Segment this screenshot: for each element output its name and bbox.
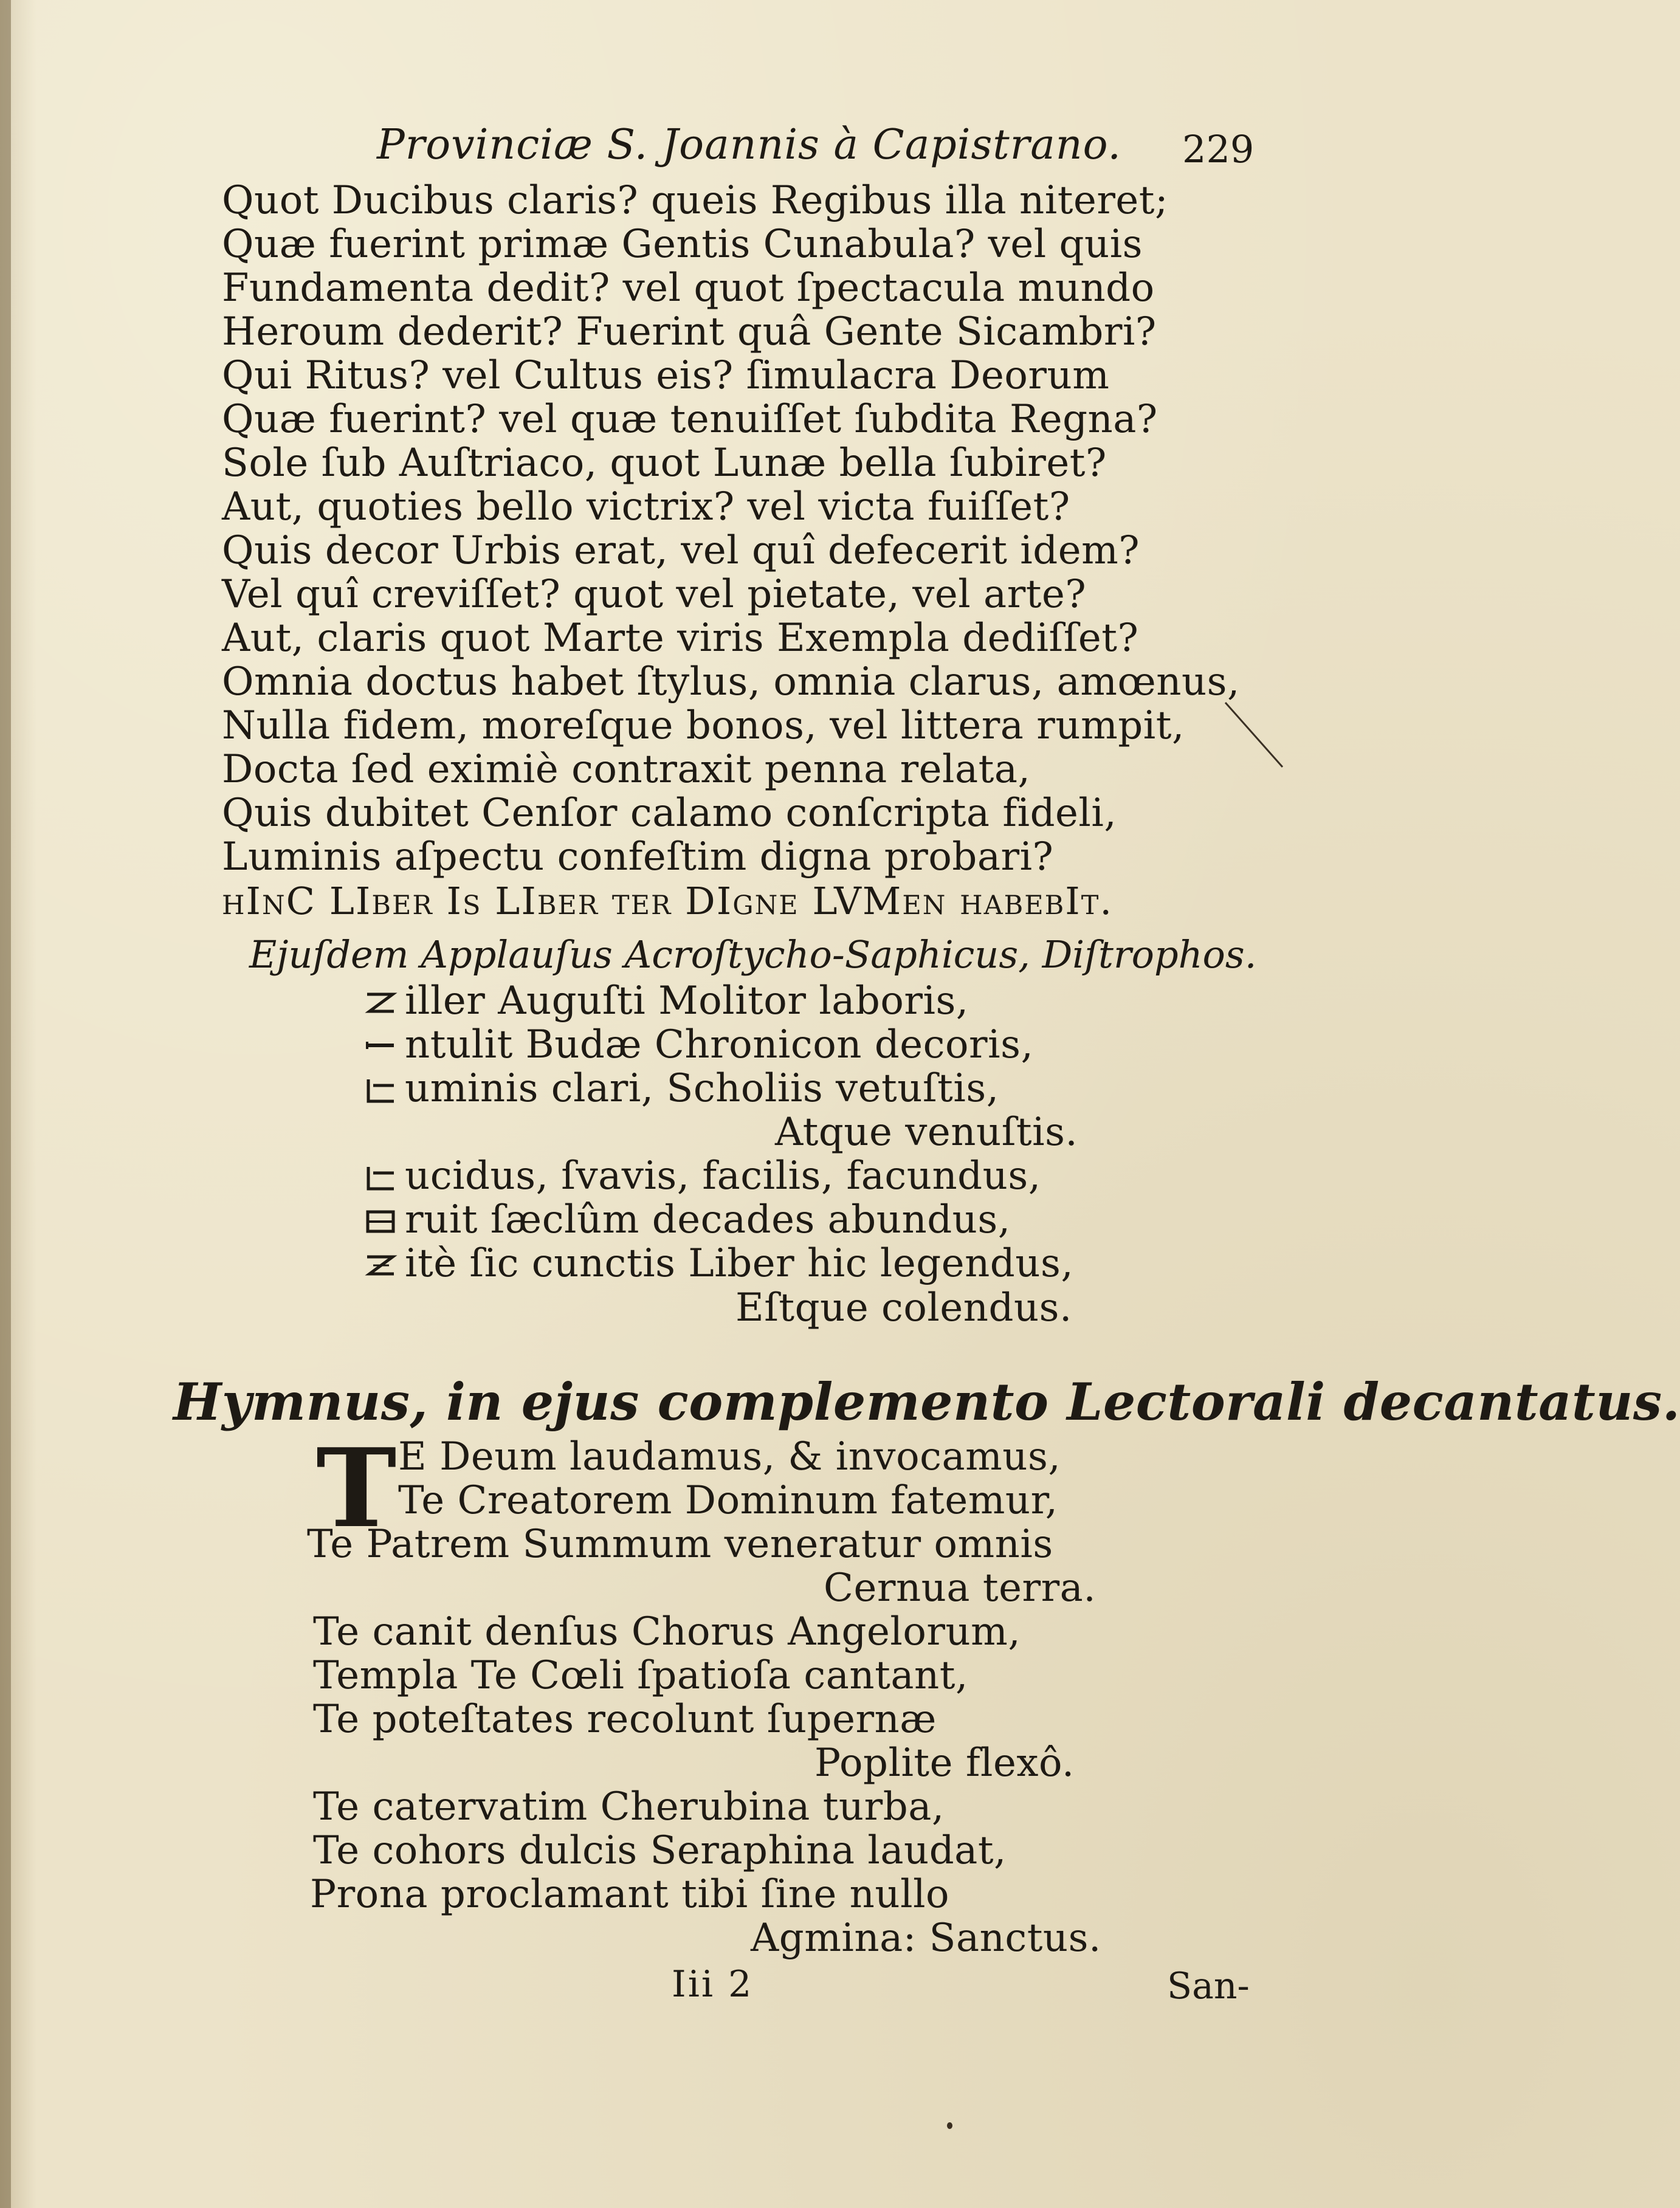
acrostic-text: uminis clari, Scholiis vetuſtis, bbox=[405, 1066, 999, 1111]
hymn-title: Hymnus, in ejus complemento Lectorali decantatus. bbox=[173, 1372, 1680, 1432]
verse-line: Luminis aſpectu confeſtim digna probari? bbox=[222, 834, 1054, 879]
acrostic-text: ruit ſæclûm decades abundus, bbox=[405, 1197, 1011, 1242]
hymn-line: Poplite flexô. bbox=[814, 1741, 1075, 1786]
acrostic-line bbox=[365, 1197, 1011, 1242]
verse-line: Quis decor Urbis erat, vel quî defecerit idem? bbox=[222, 528, 1140, 573]
catchword: San- bbox=[1167, 1965, 1250, 2007]
verse-line: Fundamenta dedit? vel quot ſpectacula mundo bbox=[222, 266, 1155, 311]
z-glyph-icon bbox=[365, 1247, 396, 1273]
verse-line: Quot Ducibus claris? queis Regibus illa niteret; bbox=[222, 178, 1169, 223]
acrostic-text: itè ſic cunctis Liber hic legendus, bbox=[405, 1241, 1074, 1286]
dropcap-letter: T bbox=[316, 1425, 397, 1552]
acrostic-text: ntulit Budæ Chronicon decoris, bbox=[405, 1022, 1034, 1067]
acrostic-text: ucidus, ſvavis, facilis, facundus, bbox=[405, 1154, 1041, 1199]
verse-line: Sole ſub Auſtriaco, quot Lunæ bella ſubiret? bbox=[222, 441, 1107, 486]
verse-line: Quæ fuerint primæ Gentis Cunabula? vel quis bbox=[222, 222, 1143, 267]
acrostic-line bbox=[365, 1154, 1041, 1199]
bracket-glyph-icon bbox=[365, 1071, 396, 1098]
verse-line: Omnia doctus habet ſtylus, omnia clarus, amœnus, bbox=[222, 659, 1240, 704]
dash-glyph-icon bbox=[365, 1028, 396, 1054]
acrostic-line: Atque venuſtis. bbox=[775, 1110, 1078, 1155]
verse-line: Quæ fuerint? vel quæ tenuiſſet ſubdita Regna? bbox=[222, 397, 1158, 442]
hymn-line: E Deum laudamus, & invocamus, bbox=[398, 1434, 1061, 1479]
verse-line: Vel quî creviſſet? quot vel pietate, vel arte? bbox=[222, 572, 1087, 617]
verse-line: Nulla fidem, moreſque bonos, vel littera rumpit, bbox=[222, 703, 1185, 748]
hymn-line: Te Patrem Summum veneratur omnis bbox=[307, 1522, 1053, 1567]
acrostic-line bbox=[365, 1066, 999, 1111]
hymn-line: Templa Te Cœli ſpatioſa cantant, bbox=[313, 1653, 968, 1698]
hymn-line: Prona proclamant tibi ſine nullo bbox=[310, 1872, 950, 1917]
verse-line: Docta ſed eximiè contraxit penna relata, bbox=[222, 747, 1031, 792]
hymn-line: Cernua terra. bbox=[824, 1566, 1096, 1611]
hymn-line: Agmina: Sanctus. bbox=[751, 1916, 1101, 1961]
hymn-line: Te poteſtates recolunt ſupernæ bbox=[313, 1697, 937, 1742]
box-glyph-icon bbox=[365, 1203, 396, 1230]
acrostic-line bbox=[365, 1022, 1034, 1067]
acrostic-line: Eſtque colendus. bbox=[735, 1285, 1072, 1330]
ink-dot bbox=[947, 2122, 952, 2129]
gutter-shadow bbox=[0, 0, 11, 2208]
verse-line: Qui Ritus? vel Cultus eis? ſimulacra Deorum bbox=[222, 353, 1110, 398]
bracket-glyph-icon bbox=[365, 1159, 396, 1186]
page-number: 229 bbox=[1182, 127, 1255, 171]
running-title: Provinciæ S. Joannis à Capistrano. bbox=[377, 121, 1121, 169]
margin-stroke-mark bbox=[1222, 699, 1289, 772]
acrostic-text: iller Auguſti Molitor laboris, bbox=[405, 978, 969, 1023]
hymn-line: Te cohors dulcis Seraphina laudat, bbox=[313, 1828, 1007, 1873]
chronogram-line: hInC LIber Is LIber ter DIgne LVMen habebIt. bbox=[222, 879, 1114, 923]
verse-line: Aut, claris quot Marte viris Exempla dediſſet? bbox=[222, 616, 1139, 661]
acrostic-title: Ejuſdem Applauſus Acroſtycho-Saphicus, Diſtrophos. bbox=[249, 932, 1257, 977]
signature-mark: Iii 2 bbox=[672, 1963, 754, 2006]
verse-line: Heroum dederit? Fuerint quâ Gente Sicambri? bbox=[222, 309, 1157, 354]
hymn-line: Te canit denſus Chorus Angelorum, bbox=[313, 1609, 1021, 1654]
verse-line: Aut, quoties bello victrix? vel victa fuiſſet? bbox=[222, 484, 1070, 529]
hymn-line: Te catervatim Cherubina turba, bbox=[313, 1784, 945, 1829]
acrostic-line bbox=[365, 1241, 1074, 1286]
acrostic-line bbox=[365, 978, 969, 1023]
hymn-line: Te Creatorem Dominum fatemur, bbox=[398, 1478, 1058, 1523]
z-glyph-icon bbox=[365, 984, 396, 1011]
verse-line: Quis dubitet Cenſor calamo conſcripta fideli, bbox=[222, 791, 1117, 836]
